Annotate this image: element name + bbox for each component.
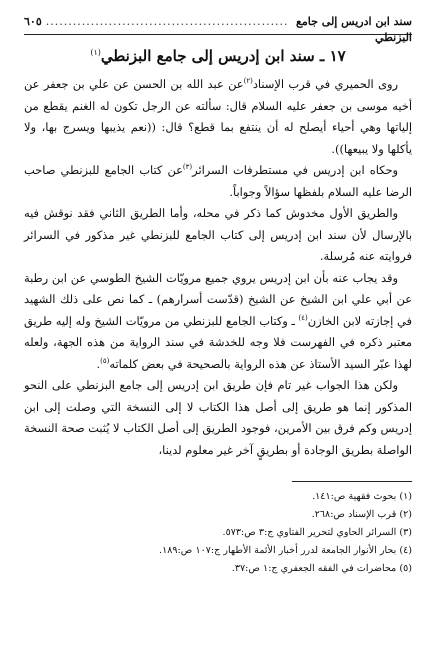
section-title-footnote-ref: (١) xyxy=(90,48,101,57)
header-title: سند ابن ادريس إلى جامع البزنطي xyxy=(296,15,412,44)
paragraph-3: والطريق الأول مخدوش كما ذكر في محله، وأما الطريق الثاني فقد نوقش فيه بالإرسال لأن سند ابن إدريس إلى كتاب الجامع للبزنطي غير مذكور في السرائر فروايته عنه مُرسلة. xyxy=(24,206,412,263)
paragraph-2 xyxy=(24,160,412,203)
footnote-item: (٥) محاضرات في الفقه الجعفري ج:١ ص:٣٧. xyxy=(231,563,412,574)
paragraph-4-text-a: وقد يجاب عنه بأن ابن إدريس يروي جميع مرويّات الشيخ الطوسي عن ابن رطبة عن أبي علي ابن الشيخ عن الشيخ (قدّست أسرارهم) ـ كما نص على ذلك الشهيد في إجازته لابن الخازن xyxy=(24,270,412,328)
footnote-item: (١) بحوث فقهية ص:١٤١. xyxy=(312,491,412,502)
running-header xyxy=(24,14,412,44)
footnote-item: (٢) قرب الإسناد ص:٢٦٨. xyxy=(311,509,412,520)
paragraph-2-text-a: وحكاه ابن إدريس في مستطرفات السرائر xyxy=(192,163,399,177)
paragraph-1 xyxy=(24,74,412,160)
paragraph-4-text-b: ـ وكتاب الجامع للبزنطي من مرويّات الشيخ وله إليه طريق معتبر ذكره في الفهرست فلا وجه للخدشة في سند الرواية من هذه الجهة، ولعله لهذا عبّر السيد الأستاذ عن هذه الرواية بالصحيحة في بعض كلماته xyxy=(24,313,412,371)
footnote-ref-3: (٣) xyxy=(182,163,193,172)
header-leader-dots: ...................................................... xyxy=(45,15,289,28)
paragraph-1-text-b: عن عبد الله بن الحسن عن علي بن جعفر عن أخيه موسى بن جعفر عليه السلام قال: سألته عن الرجل تكون له الغنم يقطع من إلياتها وهي أحياء أيصلح له أن ينتفع بما قطع؟ قال: ((نعم يذيبها ويسرج بها، ولا يأكلها ولا يبيعها)). xyxy=(24,77,412,156)
paragraph-4-text-c: . xyxy=(96,356,101,371)
footnote-ref-5: (٥) xyxy=(100,356,110,365)
page-number: ٦٠٥ xyxy=(24,15,42,28)
footnote-separator xyxy=(292,481,412,482)
footnote-ref-2: (٢) xyxy=(243,77,253,86)
paragraph-2-text-b: عن كتاب الجامع للبزنطي صاحب الرضا عليه السلام بلفظها سؤالاً وجواباً. xyxy=(24,163,412,199)
section-title xyxy=(24,43,412,66)
footnote-item: (٣) السرائر الحاوي لتحرير الفتاوي ج:٣ ص:٥٧٣. xyxy=(222,527,412,538)
paragraph-5: ولكن هذا الجواب غير تام فإن طريق ابن إدريس إلى جامع البزنطي على النحو المذكور إنما هو طريق إلى أصل هذا الكتاب لا إلى النسخة التي وصلت إلى ابن إدريس وكم فرق بين الأمرين، فوجود الطريق إلى أصل الكتاب لا يُثبت صحة النسخة الواصلة بطريق الوجادة أو بطريقٍ آخر غير معلوم لدينا، xyxy=(24,378,412,457)
footnotes-list xyxy=(24,488,412,578)
footnote-ref-4: (٤) xyxy=(298,313,308,322)
footnote-item: (٤) بحار الأنوار الجامعة لدرر أخبار الأئمة الأطهار ج:١٠٧ ص:١٨٩. xyxy=(159,545,412,556)
paragraph-1-text-a: روى الحميري في قرب الإسناد xyxy=(252,77,398,91)
section-title-text: ١٧ ـ سند ابن إدريس إلى جامع البزنطي xyxy=(100,47,346,65)
paragraph-4 xyxy=(24,268,412,376)
